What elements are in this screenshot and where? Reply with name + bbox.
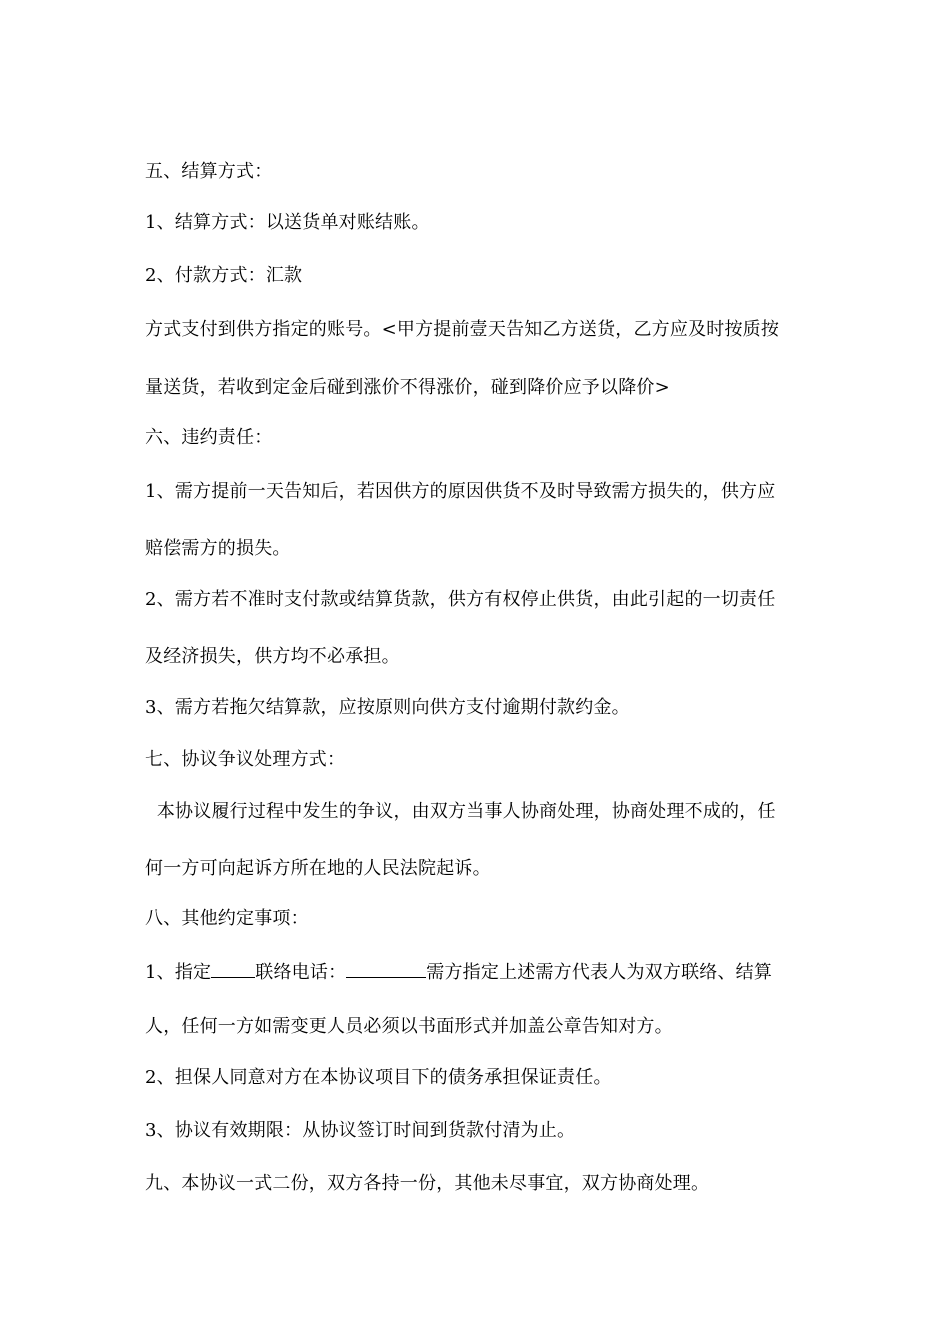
section-5-heading: 五、结算方式：	[145, 161, 273, 182]
section-6-heading: 六、违约责任：	[145, 427, 273, 448]
section-8-heading: 八、其他约定事项：	[145, 908, 309, 929]
dispute-line-2: 何一方可向起诉方所在地的人民法院起诉。	[145, 858, 491, 879]
phone-blank	[346, 958, 426, 978]
validity-clause: 3、协议有效期限：从协议签订时间到货款付清为止。	[145, 1120, 576, 1141]
liability-1-line-1: 1、需方提前一天告知后，若因供方的原因供货不及时导致需方损失的，供方应	[145, 481, 776, 502]
contact-phone-label: 联络电话：	[255, 962, 347, 983]
payment-detail-line-1: 方式支付到供方指定的账号。<甲方提前壹天告知乙方送货，乙方应及时按质按	[145, 319, 780, 340]
representative-blank	[211, 958, 255, 978]
liability-3: 3、需方若拖欠结算款，应按原则向供方支付逾期付款约金。	[145, 697, 630, 718]
contact-line	[145, 958, 815, 985]
section-9-clause: 九、本协议一式二份，双方各持一份，其他未尽事宜，双方协商处理。	[145, 1173, 710, 1194]
section-7-heading: 七、协议争议处理方式：	[145, 749, 346, 770]
liability-2-line-2: 及经济损失，供方均不必承担。	[145, 646, 400, 667]
contact-line-2: 人，任何一方如需变更人员必须以书面形式并加盖公章告知对方。	[145, 1016, 673, 1037]
contact-designation-text: 需方指定上述需方代表人为双方联络、结算	[426, 962, 773, 983]
settlement-method: 1、结算方式：以送货单对账结账。	[145, 212, 430, 233]
liability-2-line-1: 2、需方若不准时支付款或结算货款，供方有权停止供货，由此引起的一切责任	[145, 589, 776, 610]
dispute-line-1: 本协议履行过程中发生的争议，由双方当事人协商处理，协商处理不成的，任	[145, 801, 776, 822]
payment-method: 2、付款方式：汇款	[145, 265, 303, 286]
contact-designate-label: 1、指定	[145, 962, 212, 983]
guarantee-clause: 2、担保人同意对方在本协议项目下的债务承担保证责任。	[145, 1067, 612, 1088]
liability-1-line-2: 赔偿需方的损失。	[145, 538, 291, 559]
payment-detail-line-2: 量送货，若收到定金后碰到涨价不得涨价，碰到降价应予以降价>	[145, 377, 670, 398]
